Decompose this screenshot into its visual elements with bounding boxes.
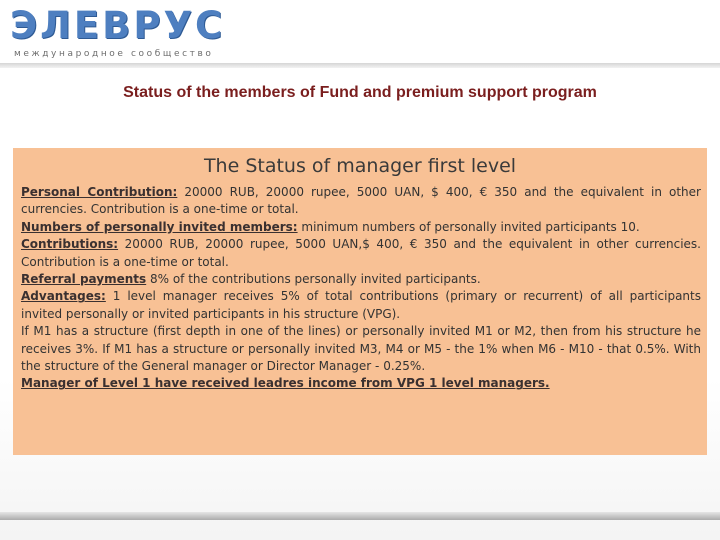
text-invited-members: minimum numbers of personally invited participants 10. — [297, 219, 640, 234]
box-title: The Status of manager first level — [203, 155, 517, 177]
logo — [10, 6, 250, 62]
text-personal-contribution: 20000 RUB, 20000 rupee, 5000 UAN, $ 400, € 350 and the equivalent in other currencies. Contribution is a one-time or total. — [21, 185, 701, 217]
text-advantages: 1 level manager receives 5% of total contributions (primary or recurrent) of all participants invited personally or invited participants in his structure (VPG). — [21, 289, 701, 321]
logo-title: ЭЛЕВРУС — [10, 4, 226, 47]
label-contributions: Contributions: — [21, 237, 119, 252]
paragraph-advantages — [21, 288, 701, 323]
paragraph-referral-payments — [21, 271, 701, 288]
text-referral-payments: 8% of the contributions personally invited participants. — [146, 272, 481, 287]
text-contributions: 20000 RUB, 20000 rupee, 5000 UAN,$ 400, € 350 and the equivalent in other currencies. Contribution is a one-time or total. — [21, 237, 701, 269]
paragraph-contributions — [21, 236, 701, 271]
content-box — [13, 148, 707, 455]
label-referral-payments: Referral payments — [21, 272, 147, 287]
box-text — [21, 184, 701, 393]
label-personal-contribution: Personal Contribution: — [21, 185, 178, 199]
paragraph-invited-members — [21, 219, 701, 236]
slide-title: Status of the members of Fund and premium support program — [123, 84, 597, 101]
header-divider — [0, 63, 720, 68]
paragraph-leader-income: Manager of Level 1 have received leadres income from VPG 1 level managers. — [21, 376, 550, 391]
logo-subtitle: международное сообщество — [14, 49, 214, 59]
footer-divider — [0, 512, 720, 520]
label-advantages: Advantages: — [21, 289, 106, 304]
paragraph-personal-contribution — [21, 184, 701, 219]
label-invited-members: Numbers of personally invited members: — [21, 219, 298, 234]
paragraph-structure-rules: If M1 has a structure (first depth in one of the lines) or personally invited M1 or M2, then from his structure he receives 3%. If M1 has a structure or personally invited M3, M4 or M5 - the 1% when M6 - M10 - that 0.5%. With the structure of the General manager or Director Manager - 0.25%. — [21, 324, 701, 374]
